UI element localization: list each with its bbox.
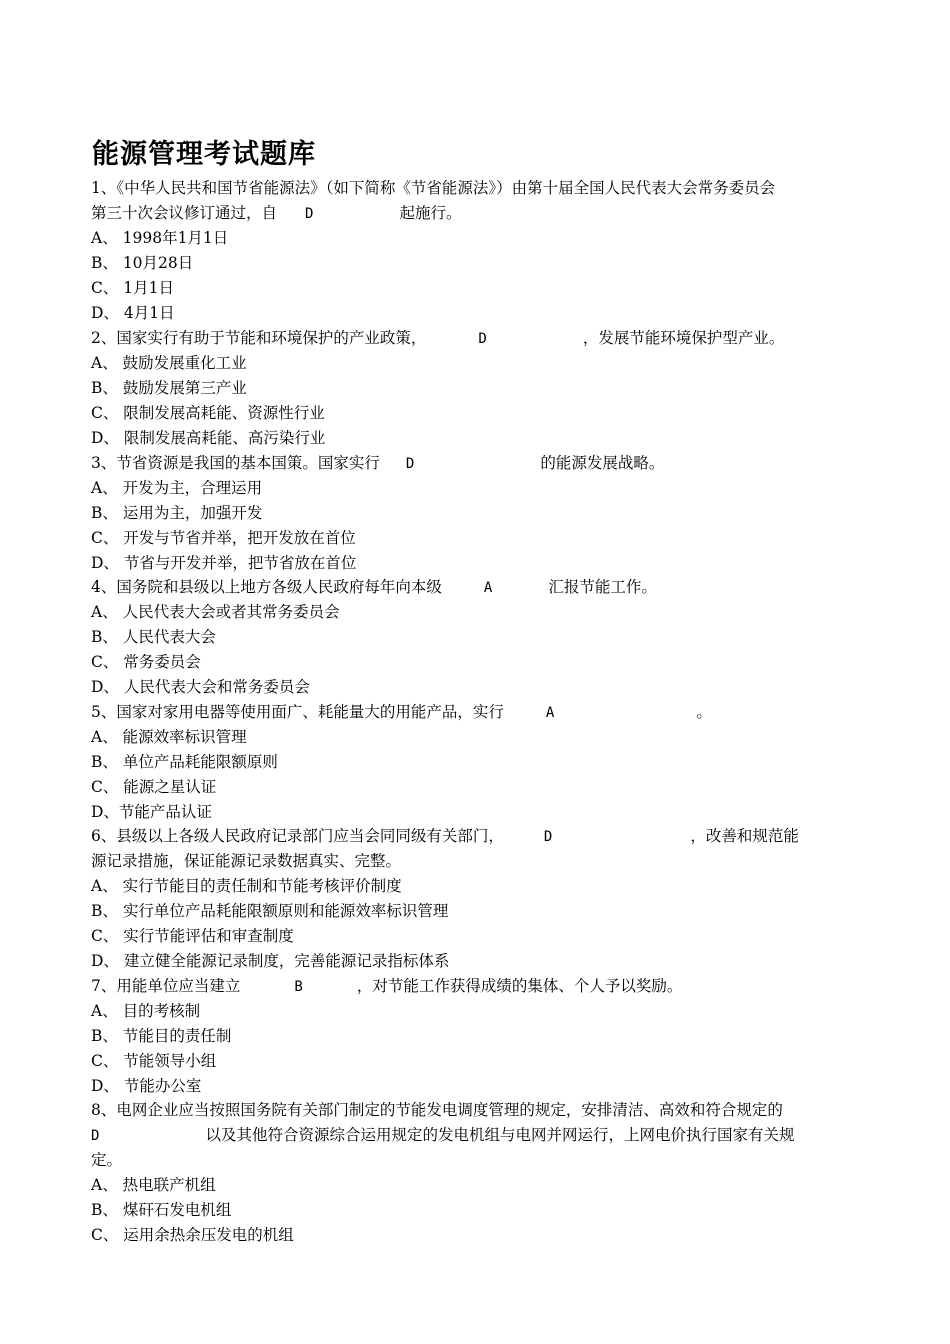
question-1-stem-cont: [91, 201, 461, 226]
question-5-stem: [91, 700, 712, 725]
question-7-answer: B: [294, 979, 303, 995]
question-3-option-b: B、 运用为主，加强开发: [91, 504, 263, 522]
question-1-option-a: A、 1998年1月1日: [91, 229, 229, 247]
question-1-answer: D: [305, 206, 314, 222]
question-2-option-c: C、 限制发展高耗能、资源性行业: [91, 404, 325, 422]
question-3-option-a: A、 开发为主，合理运用: [91, 479, 263, 497]
question-2-option-d: D、 限制发展高耗能、高污染行业: [91, 429, 326, 447]
question-8-option-a: A、 热电联产机组: [91, 1176, 216, 1194]
question-1-stem: 1、《中华人民共和国节省能源法》（如下简称《节省能源法》）由第十届全国人民代表大会常务委员会: [91, 179, 776, 197]
question-6-option-c: C、 实行节能评估和审查制度: [91, 927, 294, 945]
question-5-option-d: D、节能产品认证: [91, 803, 212, 821]
question-8-option-b: B、 煤矸石发电机组: [91, 1201, 232, 1219]
question-5-option-a: A、 能源效率标识管理: [91, 728, 247, 746]
question-1-option-d: D、 4月1日: [91, 304, 175, 322]
question-3-option-c: C、 开发与节省并举，把开发放在首位: [91, 529, 356, 547]
question-1-option-b: B、 10月28日: [91, 254, 194, 272]
question-4-stem: [91, 575, 657, 600]
question-5-text-after: 。: [696, 703, 712, 721]
question-2-option-a: A、 鼓励发展重化工业: [91, 354, 247, 372]
question-3-option-d: D、 节省与开发并举，把节省放在首位: [91, 554, 357, 572]
question-2-text-after: ，发展节能环境保护型产业。: [582, 329, 785, 347]
question-7-option-a: A、 目的考核制: [91, 1002, 201, 1020]
question-8-stem-end: 定。: [91, 1151, 123, 1169]
question-3-stem: [91, 451, 664, 476]
question-6-stem-cont: 源记录措施，保证能源记录数据真实、完整。: [91, 852, 402, 870]
question-2-stem: [91, 326, 784, 351]
question-8-stem: 8、电网企业应当按照国务院有关部门制定的节能发电调度管理的规定，安排清洁、高效和符合规定的: [91, 1101, 783, 1119]
question-7-text-after: ，对节能工作获得成绩的集体、个人予以奖励。: [356, 977, 683, 995]
question-6-option-d: D、 建立健全能源记录制度，完善能源记录指标体系: [91, 952, 450, 970]
question-3-text-after: 的能源发展战略。: [540, 454, 665, 472]
question-4-answer: A: [483, 580, 493, 596]
question-6-answer: D: [543, 829, 553, 845]
question-6-text-after: ，改善和规范能: [690, 827, 799, 845]
question-8-text-after: 以及其他符合资源综合运用规定的发电机组与电网并网运行，上网电价执行国家有关规: [205, 1126, 795, 1144]
question-7-option-b: B、 节能目的责任制: [91, 1027, 232, 1045]
question-5-option-c: C、 能源之星认证: [91, 778, 217, 796]
question-6-text-before: 6、县级以上各级人民政府记录部门应当会同同级有关部门，: [91, 827, 504, 845]
question-7-option-d: D、 节能办公室: [91, 1077, 202, 1095]
question-4-option-d: D、 人民代表大会和常务委员会: [91, 678, 310, 696]
question-6-stem: [91, 824, 799, 849]
question-4-option-c: C、 常务委员会: [91, 653, 201, 671]
question-4-option-a: A、 人民代表大会或者其常务委员会: [91, 603, 340, 621]
question-8-stem-cont: [91, 1123, 794, 1148]
question-4-option-b: B、 人民代表大会: [91, 628, 216, 646]
question-5-text-before: 5、国家对家用电器等使用面广、耗能量大的用能产品，实行: [91, 703, 504, 721]
question-8-option-c: C、 运用余热余压发电的机组: [91, 1226, 294, 1244]
question-1-option-c: C、 1月1日: [91, 279, 175, 297]
question-1-text-before: 第三十次会议修订通过，自: [91, 204, 278, 222]
question-1-text-after: 起施行。: [399, 204, 462, 222]
question-7-option-c: C、 节能领导小组: [91, 1052, 217, 1070]
question-8-answer: D: [91, 1128, 100, 1144]
question-5-option-b: B、 单位产品耗能限额原则: [91, 753, 278, 771]
question-6-option-b: B、 实行单位产品耗能限额原则和能源效率标识管理: [91, 902, 449, 920]
question-2-option-b: B、 鼓励发展第三产业: [91, 379, 247, 397]
question-4-text-after: 汇报节能工作。: [548, 578, 657, 596]
question-2-answer: D: [478, 331, 487, 347]
question-6-option-a: A、 实行节能目的责任制和节能考核评价制度: [91, 877, 402, 895]
question-3-answer: D: [405, 456, 415, 472]
question-7-stem: [91, 974, 682, 999]
page-title: 能源管理考试题库: [92, 139, 316, 170]
question-2-text-before: 2、国家实行有助于节能和环境保护的产业政策，: [91, 329, 427, 347]
question-7-text-before: 7、用能单位应当建立: [91, 977, 241, 995]
question-4-text-before: 4、国务院和县级以上地方各级人民政府每年向本级: [91, 578, 442, 596]
question-3-text-before: 3、节省资源是我国的基本国策。国家实行: [91, 454, 380, 472]
question-5-answer: A: [545, 705, 555, 721]
